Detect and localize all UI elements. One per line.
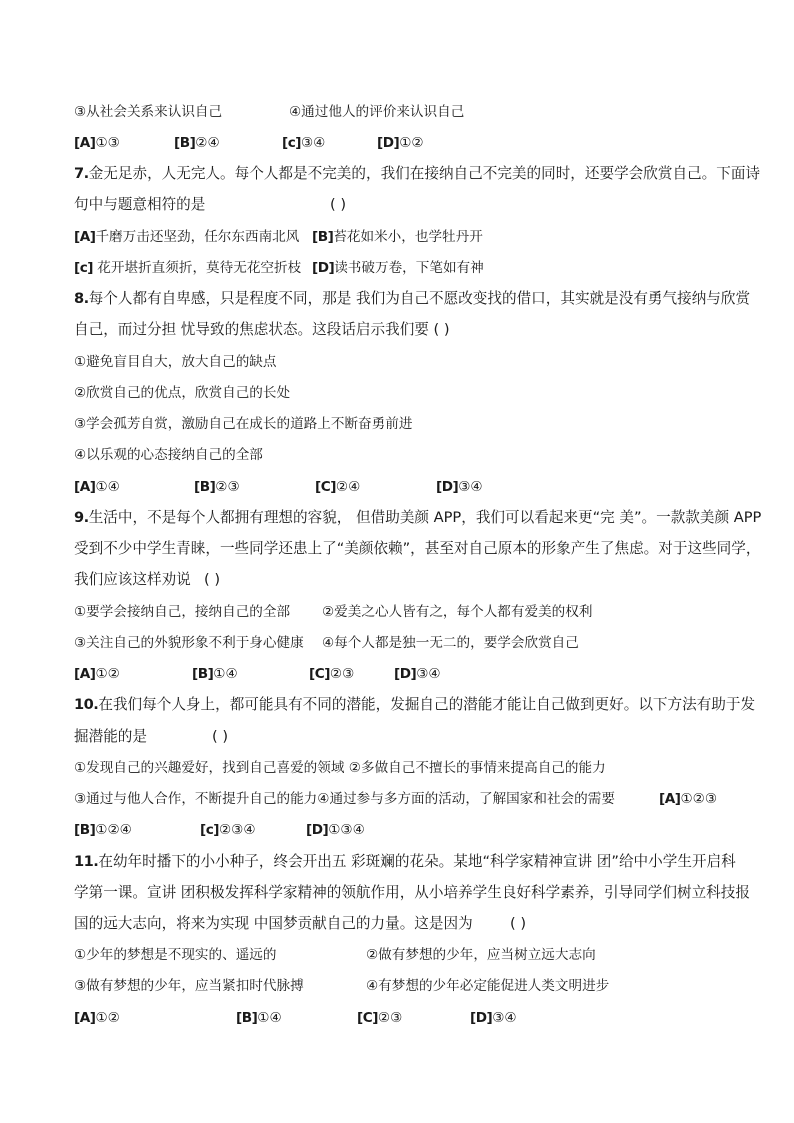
choice-a: [A]①②: [74, 1010, 120, 1026]
question-9-stem-cont: 受到不少中学生青睐，一些同学还患上了“美颜依赖”，甚至对自己原本的形象产生了焦虑。对于这些同学，: [74, 540, 761, 557]
choice-b: [B]①④: [236, 1010, 282, 1026]
option-2: ②爱美之心人皆有之，每个人都有爱美的权利: [322, 604, 593, 620]
choice-d: [D]①②: [377, 135, 424, 151]
choice-d: [D]读书破万卷，下笔如有神: [312, 260, 484, 276]
choice-c: [c]③④: [282, 135, 326, 151]
choice-a: [A]千磨万击还坚劲，任尔东西南北风: [74, 229, 300, 245]
choice-c: [C]②④: [315, 479, 361, 495]
question-8-stem: 8.每个人都有自卑感，只是程度不同，那是 我们为自己不愿改变找的借口，其实就是没有勇气接纳与欣赏: [74, 290, 751, 307]
option-4: ④以乐观的心态接纳自己的全部: [74, 447, 263, 463]
option-4: ④每个人都是独一无二的，要学会欣赏自己: [322, 635, 579, 651]
question-number: 11.: [74, 853, 99, 870]
answer-blank: ( ): [204, 571, 221, 588]
option-3: ③学会孤芳自赏，激励自己在成长的道路上不断奋勇前进: [74, 416, 413, 432]
question-9-stem: 9.生活中，不是每个人都拥有理想的容貌， 但借助美颜 APP，我们可以看起来更“完 美”。一款款美颜 APP: [74, 509, 762, 526]
choice-d: [D]③④: [470, 1010, 517, 1026]
option-4: ④通过他人的评价来认识自己: [289, 104, 465, 120]
option-1: ①要学会接纳自己，接纳自己的全部: [74, 604, 291, 620]
option-1: ①避免盲目自大，放大自己的缺点: [74, 354, 277, 370]
choice-a: [A]①②: [74, 666, 120, 682]
option-2: ②做有梦想的少年，应当树立远大志向: [366, 947, 596, 963]
question-7-stem: 7.金无足赤，人无完人。每个人都是不完美的，我们在接纳自己不完美的同时，还要学会欣赏自己。下面诗: [74, 165, 761, 182]
option-3: ③关注自己的外貌形象不利于身心健康: [74, 635, 304, 651]
question-10-options-12: ①发现自己的兴趣爱好，找到自己喜爱的领域 ②多做自己不擅长的事情来提高自己的能力: [74, 760, 606, 776]
question-11-stem: 11.在幼年时播下的小小种子，终会开出五 彩斑斓的花朵。某地“科学家精神宣讲 团”给中小学生开启科: [74, 853, 736, 870]
exam-page: ③从社会关系来认识自己 ④通过他人的评价来认识自己 [A]①③ [B]②④ [c]③④ [D]①② 7.金无足赤，人无完人。每个人都是不完美的，我们在接纳自己不完美的同时，还要学会欣赏自己。下面诗 句中与题意相符的是 ( ) [A]千磨万击还坚劲，任尔东西南北风 [B]苔花如米小，也学牡丹开 [c] 花开堪折直须折，莫待无花空折枝 [D]读书破万卷，下笔如有神 8.每个人都有自卑感，只是程度不同，那是 我们为自己不愿改变找的借口，其实就是没有勇气接纳与欣赏 自己，而过分担 忧导致的焦虑状态。这段话启示我们要 ( ) ①避免盲目自大，放大自己的缺点 ②欣赏自己的优点，欣赏自己的长处 ③学会孤芳自赏，激励自己在成长的道路上不断奋勇前进 ④以乐观的心态接纳自己的全部 [A]①④ [B]②③ [C]②④ [D]③④ 9.生活中，不是每个人都拥有理想的容貌， 但借助美颜 APP，我们可以看起来更“完 美”。一款款美颜 APP 受到不少中学生青睐，一些同学还患上了“美颜依赖”，甚至对自己原本的形象产生了焦虑。对于这些同学， 我们应该这样劝说 ( ) ①要学会接纳自己，接纳自己的全部 ②爱美之心人皆有之，每个人都有爱美的权利 ③关注自己的外貌形象不利于身心健康 ④每个人都是独一无二的，要学会欣赏自己 [A]①② [B]①④ [C]②③ [D]③④ 10.在我们每个人身上，都可能具有不同的潜能，发掘自己的潜能才能让自己做到更好。以下方法有助于发 掘潜能的是 ( ) ①发现自己的兴趣爱好，找到自己喜爱的领域 ②多做自己不擅长的事情来提高自己的能力 ③通过与他人合作，不断提升自己的能力④通过参与多方面的活动，了解国家和社会的需要 [A]①②③ [B]①②④ [c]②③④ [D]①③④ 11.在幼年时播下的小小种子，终会开出五 彩斑斓的花朵。某地“科学家精神宣讲 团”给中小学生开启科 学第一课。宣讲 团积极发挥科学家精神的领航作用，从小培养学生良好科学素养，引导同学们树立科技报 国的远大志向，将来为实现 中国梦贡献自己的力量。这是因为 ( ) ①少年的梦想是不现实的、遥远的 ②做有梦想的少年，应当树立远大志向 ③做有梦想的少年，应当紧扣时代脉搏 ④有梦想的少年必定能促进人类文明进步 [A]①② [B]①④ [C]②③ [D]③④: [0, 0, 794, 1123]
choice-b: [B]①②④: [74, 822, 132, 838]
choice-a: [A]①③: [74, 135, 120, 151]
question-number: 7.: [74, 165, 89, 182]
choice-d: [D]①③④: [306, 822, 365, 838]
answer-blank: ( ): [330, 196, 347, 213]
question-8-stem-cont: 自己，而过分担 忧导致的焦虑状态。这段话启示我们要 ( ): [74, 321, 450, 338]
option-3: ③做有梦想的少年，应当紧扣时代脉搏: [74, 978, 304, 994]
choice-d: [D]③④: [394, 666, 441, 682]
question-10-stem: 10.在我们每个人身上，都可能具有不同的潜能，发掘自己的潜能才能让自己做到更好。以下方法有助于发: [74, 696, 756, 713]
question-number: 10.: [74, 696, 99, 713]
option-4: ④有梦想的少年必定能促进人类文明进步: [366, 978, 610, 994]
option-2: ②欣赏自己的优点，欣赏自己的长处: [74, 385, 291, 401]
choice-b: [B]苔花如米小，也学牡丹开: [312, 229, 483, 245]
question-number: 8.: [74, 290, 89, 307]
choice-d: [D]③④: [436, 479, 483, 495]
option-1: ①少年的梦想是不现实的、遥远的: [74, 947, 277, 963]
choice-a: [A]①④: [74, 479, 120, 495]
option-3: ③从社会关系来认识自己: [74, 104, 223, 120]
choice-a: [A]①②③: [659, 791, 718, 807]
choice-c: [C]②③: [357, 1010, 403, 1026]
choice-c: [c]②③④: [200, 822, 256, 838]
choice-c: [C]②③: [309, 666, 355, 682]
choice-c: [c] 花开堪折直须折，莫待无花空折枝: [74, 260, 302, 276]
choice-b: [B]②④: [174, 135, 220, 151]
answer-blank: ( ): [510, 915, 527, 932]
choice-b: [B]②③: [194, 479, 240, 495]
question-number: 9.: [74, 509, 89, 526]
choice-b: [B]①④: [192, 666, 238, 682]
question-11-stem-cont: 学第一课。宣讲 团积极发挥科学家精神的领航作用，从小培养学生良好科学素养，引导同学们树立科技报: [74, 884, 750, 901]
answer-blank: ( ): [212, 728, 229, 745]
